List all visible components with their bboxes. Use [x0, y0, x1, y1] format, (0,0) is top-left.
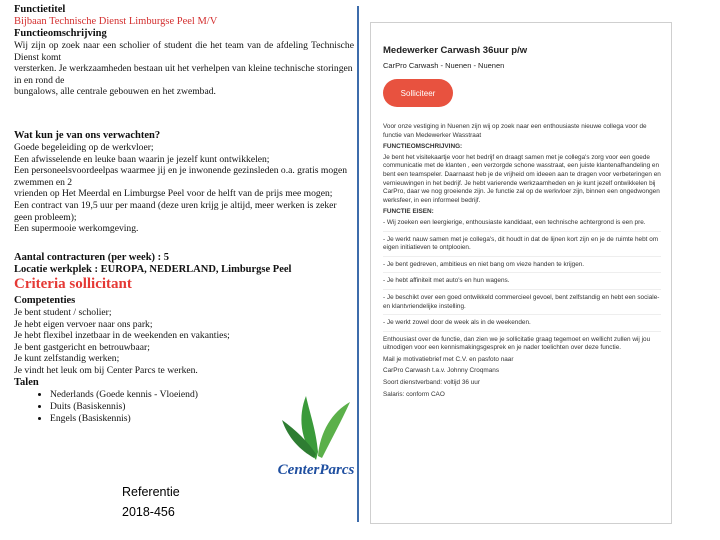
eisen-heading: FUNCTIE EISEN: — [383, 208, 434, 216]
taal-item: • Duits (Basiskennis) — [50, 401, 354, 413]
functie-text: Je bent het visitekaartje voor het bedrijf en draagt samen met je collega's zorg voor een goede communicatie met de klanten , een verzorgde schone wasstraat, een juiste klantenafhandeling en bent een teamspeler. Daarnaast heb je de vrijheid om ideeen aan te dragen voor verbeteringen en vernieuwingen in het bedrijf. Je hebt varierende werkzaamheden en je kunt jezelf ontwikkelen bij CarPro, daar we nog groeiende zijn. Je functie zal op de werkvloer zijn, binnen een ongedwongen werksfeer, in een informeel bedrijf. — [383, 153, 661, 204]
reference-number: 2018-456 — [122, 505, 175, 519]
taal-item: • Engels (Basiskennis) — [50, 413, 354, 425]
verwachten-item: Een personeelsvoordeelpas waarmee jij en je inwonende gezinsleden o.a. gratis mogen zwemmen en 2 — [14, 165, 347, 188]
contact-text: CarPro Carwash t.a.v. Johnny Croqmans — [383, 367, 500, 375]
competenties-heading: Competenties — [14, 295, 76, 306]
mail-text: Mail je motivatiebrief met C.V. en pasfoto naar — [383, 355, 514, 363]
omschrijving-line: bungalows, alle centrale gebouwen en het zwembad. — [14, 86, 216, 98]
verwachten-heading: Wat kun je van ons verwachten? — [14, 130, 161, 141]
verwachten-item: Een afwisselende en leuke baan waarin je jezelf kunt ontwikkelen; — [14, 153, 270, 165]
eis-item: - Wij zoeken een leergierige, enthousiaste kandidaat, een technische achtergrond is een pre. — [383, 219, 661, 232]
reference-label: Referentie — [122, 485, 180, 499]
contracturen: Aantal contracturen (per week) : 5 — [14, 252, 170, 263]
eis-item: - Je werkt zowel door de week als in de weekenden. — [383, 319, 661, 332]
competentie-item: Je bent gastgericht en betrouwbaar; — [14, 341, 150, 353]
vacancy-body — [383, 123, 661, 402]
omschrijving-line: Wij zijn op zoek naar een scholier of student die het team van de afdeling Technische Dienst komt — [14, 40, 354, 63]
page-divider — [357, 6, 359, 522]
dienstverband-text: Soort dienstverband: voltijd 36 uur — [383, 379, 480, 387]
competentie-item: Je vindt het leuk om bij Center Parcs te werken. — [14, 364, 198, 376]
verwachten-item: Een supermooie werkomgeving. — [14, 223, 139, 235]
competentie-item: Je kunt zelfstandig werken; — [14, 353, 120, 365]
logo-wordmark: CenterParcs — [277, 462, 355, 478]
functietitel-heading: Functietitel — [14, 4, 66, 15]
logo-leaf — [318, 402, 350, 458]
center-parcs-logo — [270, 390, 362, 490]
competentie-item: Je bent student / scholier; — [14, 307, 112, 318]
verwachten-item: vrienden op Het Meerdal en Limburgse Peel voor de helft van de prijs mee mogen; — [14, 188, 333, 200]
functietitel-section — [14, 4, 354, 98]
competentie-item: Je hebt flexibel inzetbaar in de weekenden en vakanties; — [14, 330, 230, 342]
verwachten-item: Een contract van 19,5 uur per maand (deze uren krijg je altijd, meer werken is zeker geen probleem); — [14, 199, 337, 223]
salaris-text: Salaris: conform CAO — [383, 390, 445, 398]
competentie-item: Je hebt eigen vervoer naar ons park; — [14, 318, 153, 330]
talen-heading: Talen — [14, 376, 39, 388]
company-location: CarPro Carwash - Nuenen - Nuenen — [383, 61, 505, 70]
verwachten-item: Goede begeleiding op de werkvloer; — [14, 142, 154, 153]
enthousiast-text: Enthousiast over de functie, dan zien we je sollicitatie graag tegemoet en wellicht zullen wij jou uitnodigen voor een kennismakingsgesprek en je nader toelichten over deze functie. — [383, 335, 651, 352]
eis-item: - Je hebt affiniteit met auto's en hun wagens. — [383, 277, 661, 290]
intro-text: Voor onze vestiging in Nuenen zijn wij op zoek naar een enthousiaste nieuwe collega voor de functie van Medewerker Wasstraat — [383, 123, 647, 139]
job-title: Medewerker Carwash 36uur p/w — [383, 45, 528, 56]
locatie-werkplek: Locatie werkplek : EUROPA, NEDERLAND, Limburgse Peel — [14, 264, 292, 275]
reference-block — [122, 482, 180, 522]
omschrijving-line: versterken. Je werkzaamheden bestaan uit het verhelpen van kleine technische storingen in en rond de — [14, 63, 353, 86]
functietitel-value: Bijbaan Technische Dienst Limburgse Peel M/V — [14, 16, 218, 27]
taal-item: • Nederlands (Goede kennis - Vloeiend) — [50, 389, 354, 401]
eis-item: - Je werkt nauw samen met je collega's, dit houdt in dat de lijnen kort zijn en je de ruimte hebt om eigen initiatieven te ontplooien. — [383, 236, 661, 257]
apply-button[interactable]: Solliciteer — [383, 79, 453, 107]
omschrijving-heading: Functieomschrijving — [14, 28, 107, 39]
eis-item: - Je beschikt over een goed ontwikkeld commercieel gevoel, bent zelfstandig en hebt een sociale- en klantvriendelijke instelling. — [383, 294, 661, 315]
vacancy-card-right — [370, 22, 672, 524]
functie-heading: FUNCTIEOMSCHRIJVING: — [383, 143, 463, 151]
criteria-heading: Criteria sollicitant — [14, 276, 132, 292]
verwachten-section — [14, 130, 354, 235]
eis-item: - Je bent gedreven, ambitieus en niet bang om vieze handen te krijgen. — [383, 261, 661, 274]
